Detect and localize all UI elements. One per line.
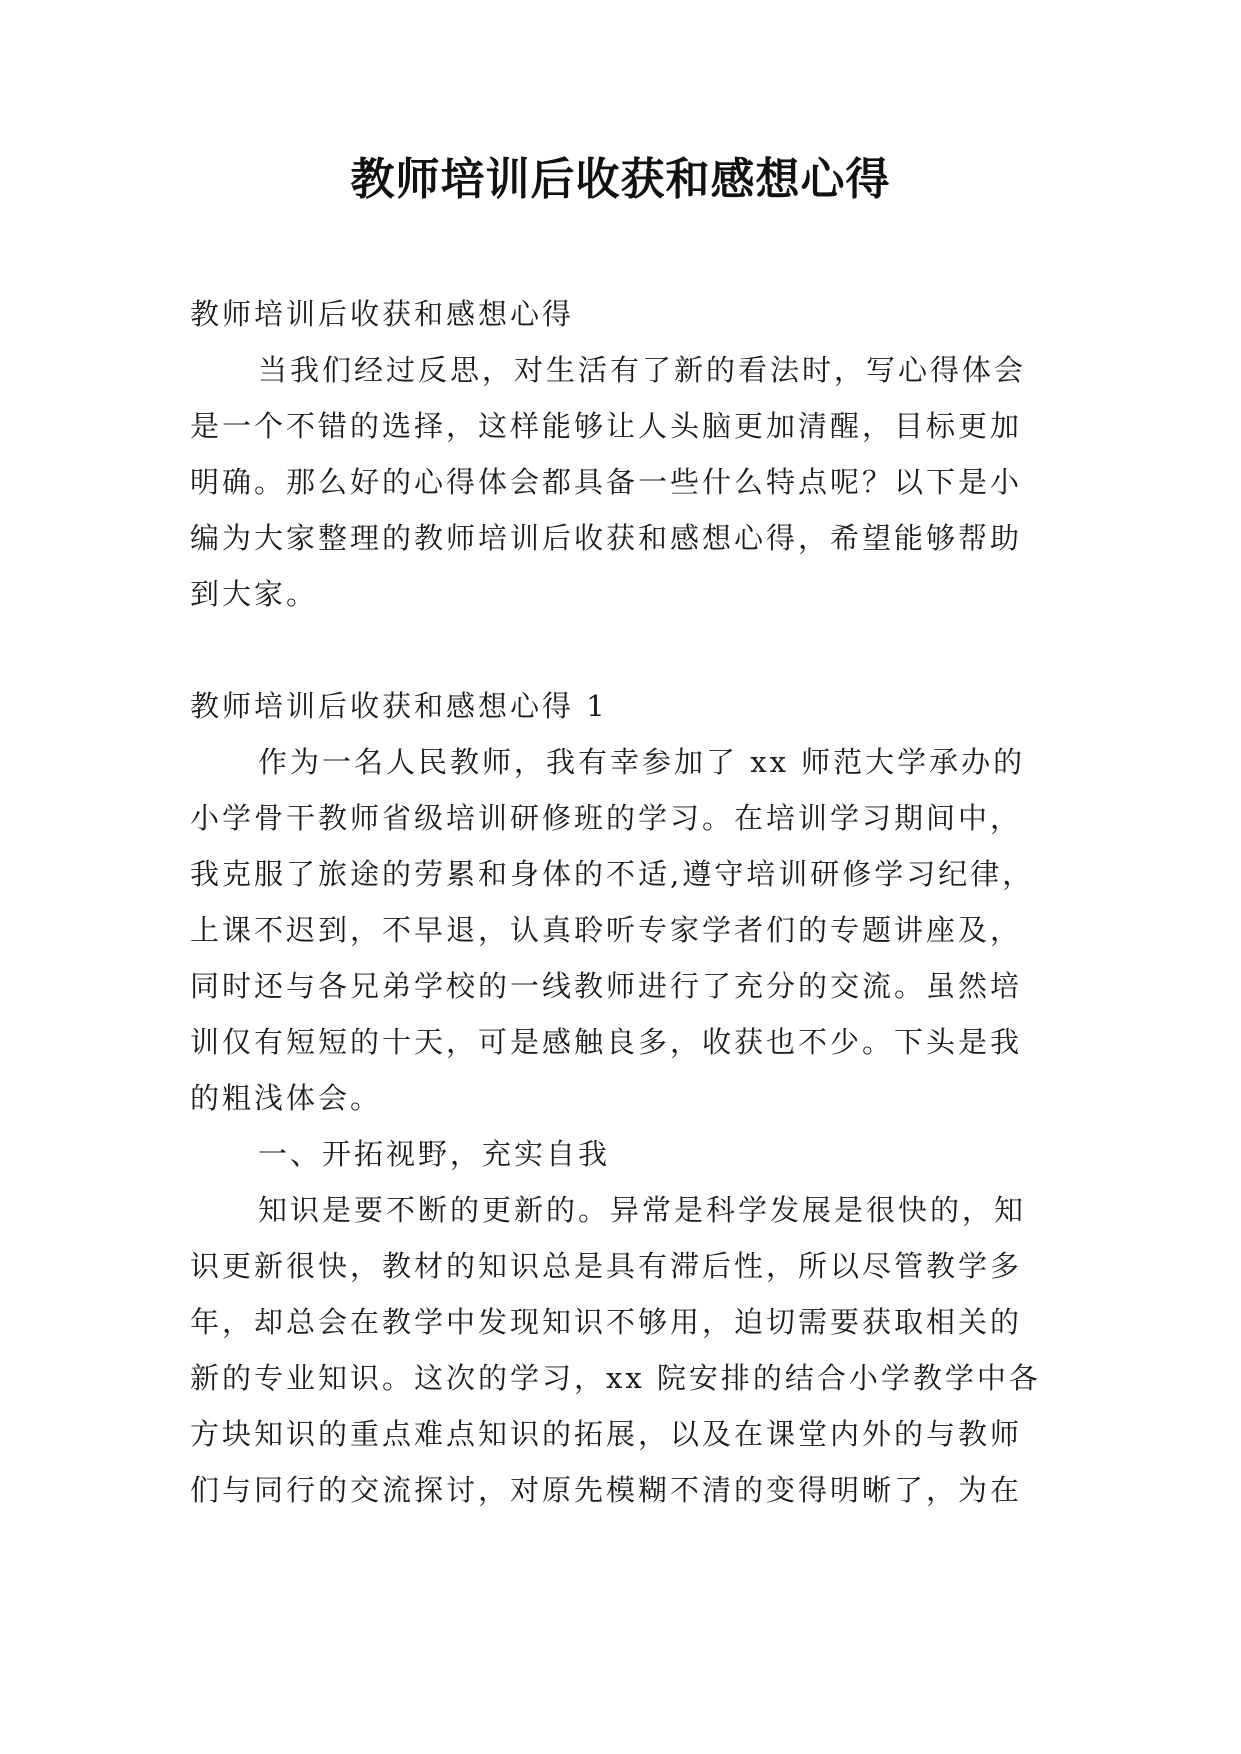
document-body	[190, 286, 1052, 1518]
intro-line: 当我们经过反思，对生活有了新的看法时，写心得体会	[258, 353, 1027, 387]
intro-line: 到大家。	[190, 577, 319, 611]
paragraph-line: 方块知识的重点难点知识的拓展，以及在课堂内外的与教师	[190, 1417, 1023, 1451]
section1-line: 我克服了旅途的劳累和身体的不适,遵守培训研修学习纪律，	[190, 857, 1035, 891]
intro-line: 编为大家整理的教师培训后收获和感想心得，希望能够帮助	[190, 521, 1023, 555]
paragraph-line: 识更新很快，教材的知识总是具有滞后性，所以尽管教学多	[190, 1249, 1023, 1283]
section1-line: 同时还与各兄弟学校的一线教师进行了充分的交流。虽然培	[190, 969, 1023, 1003]
section1-line: 小学骨干教师省级培训研修班的学习。在培训学习期间中，	[190, 801, 1023, 835]
paragraph-spacer	[190, 622, 1052, 678]
document-title: 教师培训后收获和感想心得	[350, 154, 891, 205]
document-heading: 教师培训后收获和感想心得	[190, 297, 575, 331]
section1-line: 上课不迟到，不早退，认真聆听专家学者们的专题讲座及，	[190, 913, 1023, 947]
section1-line: 作为一名人民教师，我有幸参加了 xx 师范大学承办的	[258, 745, 1026, 779]
section1-line: 训仅有短短的十天，可是感触良多，收获也不少。下头是我	[190, 1025, 1023, 1059]
intro-line: 是一个不错的选择，这样能够让人头脑更加清醒，目标更加	[190, 409, 1023, 443]
intro-line: 明确。那么好的心得体会都具备一些什么特点呢？以下是小	[190, 465, 1023, 499]
paragraph-line: 新的专业知识。这次的学习，xx 院安排的结合小学教学中各	[190, 1361, 1041, 1395]
section-heading: 教师培训后收获和感想心得 1	[190, 689, 608, 723]
section1-line: 的粗浅体会。	[190, 1081, 383, 1115]
paragraph-line: 们与同行的交流探讨，对原先模糊不清的变得明晰了，为在	[190, 1473, 1023, 1507]
paragraph-line: 年，却总会在教学中发现知识不够用，迫切需要获取相关的	[190, 1305, 1023, 1339]
paragraph-line: 知识是要不断的更新的。异常是科学发展是很快的，知	[258, 1193, 1027, 1227]
subheading: 一、开拓视野，充实自我	[258, 1137, 611, 1171]
